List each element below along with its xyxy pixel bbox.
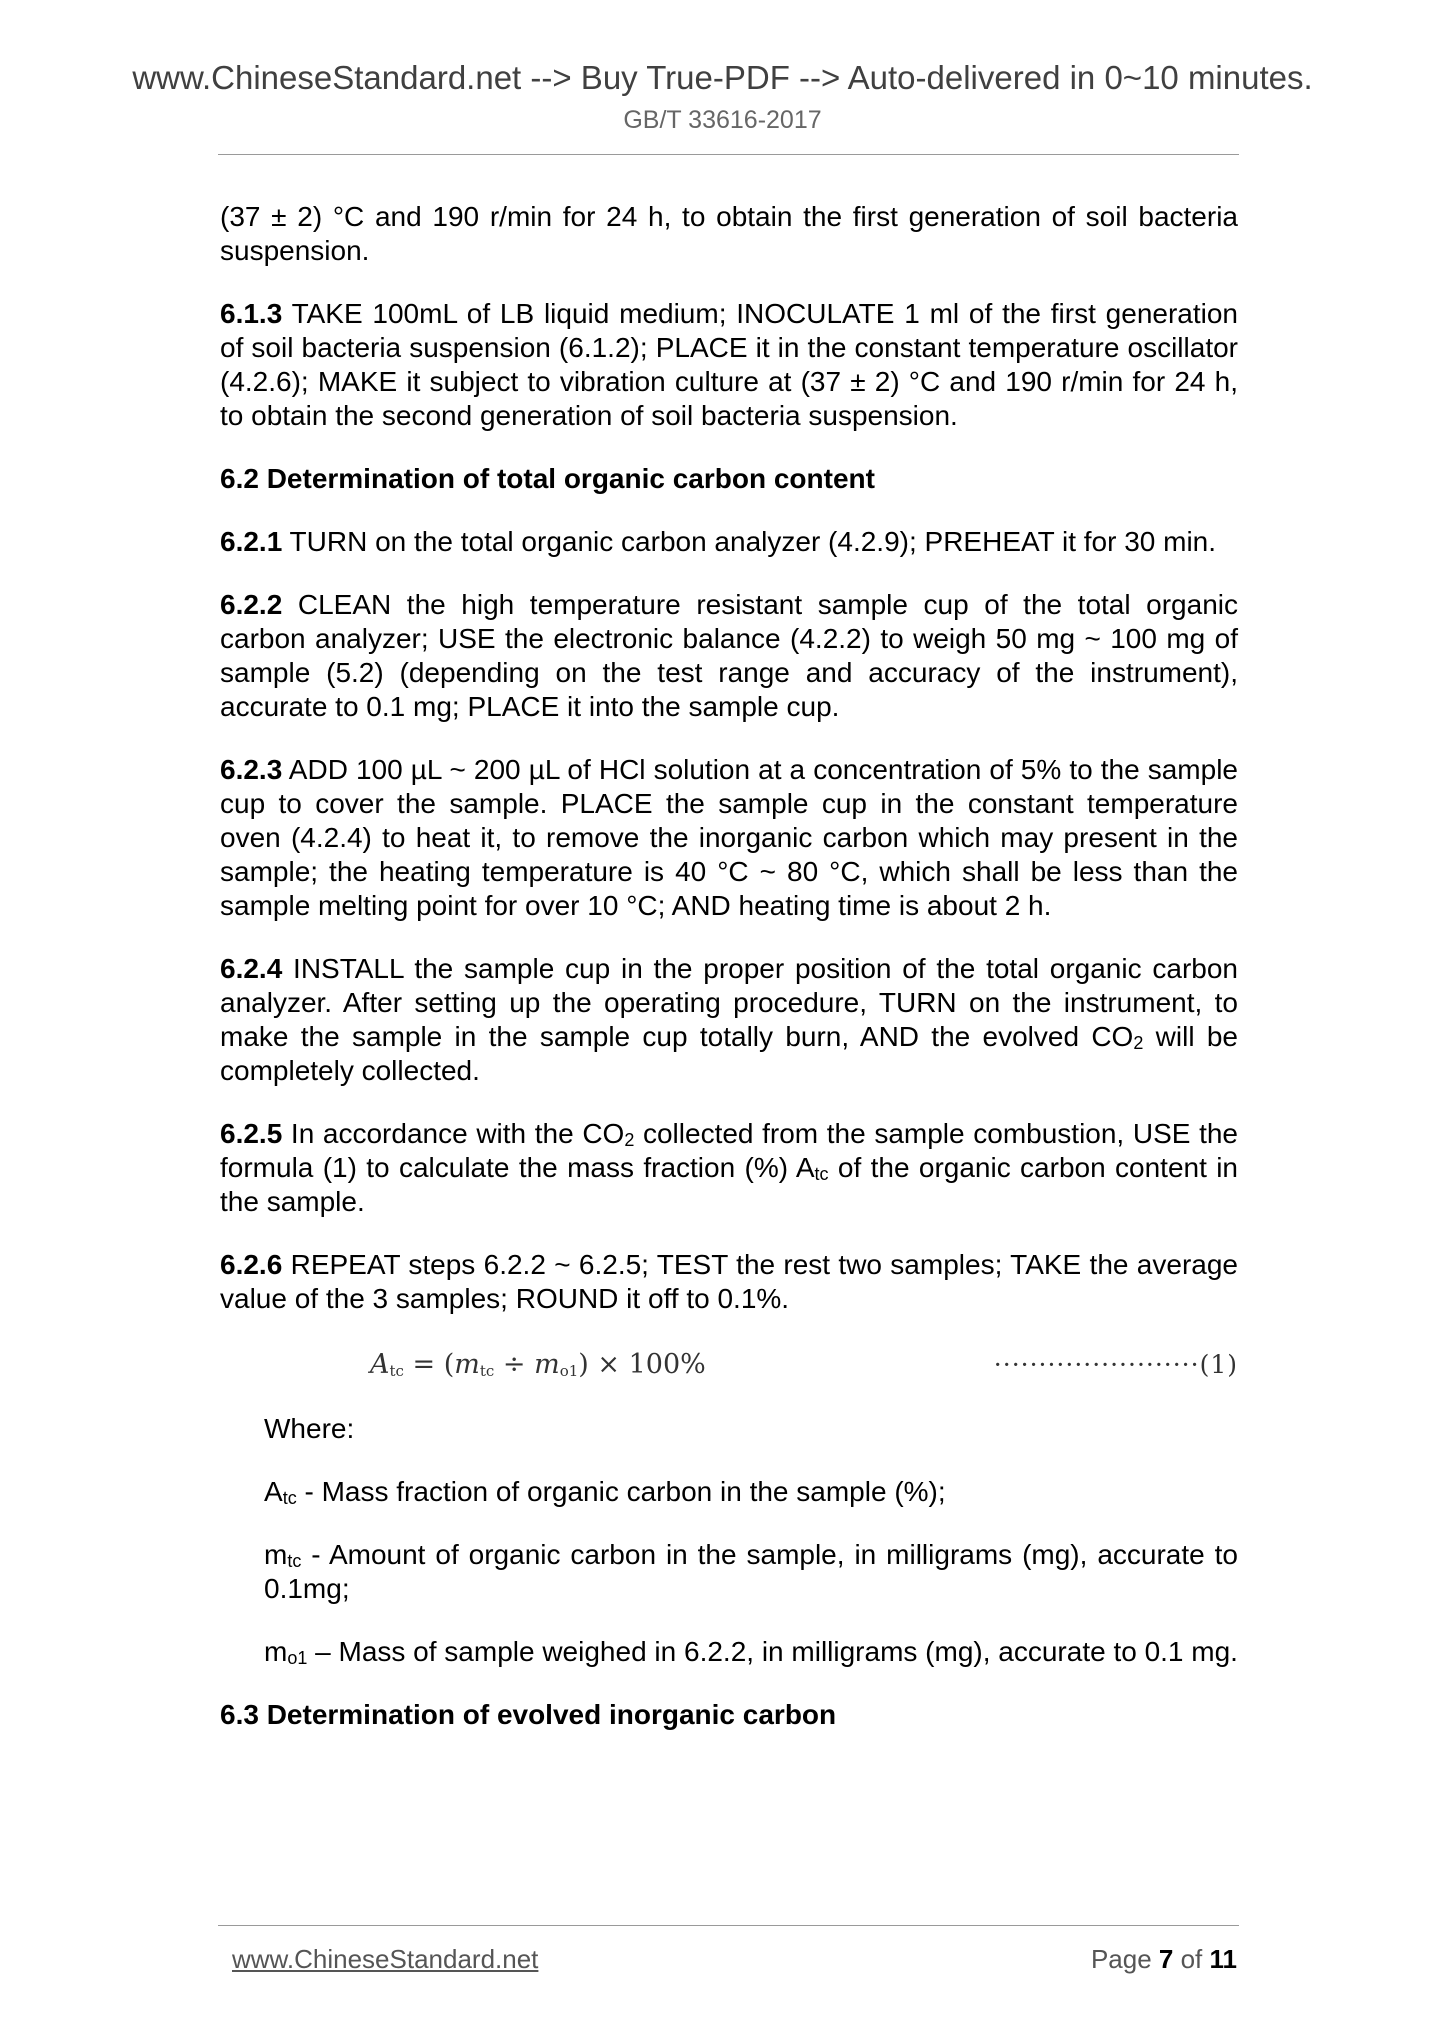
- page-label: Page: [1090, 1944, 1159, 1974]
- page-body: [220, 200, 1238, 1732]
- definition-text: – Mass of sample weighed in 6.2.2, in milligrams (mg), accurate to 0.1 mg.: [307, 1636, 1238, 1667]
- page-indicator: [1091, 1944, 1237, 1975]
- definition-text: - Mass fraction of organic carbon in the sample (%);: [296, 1476, 946, 1507]
- page-total: 11: [1209, 1944, 1237, 1974]
- formula-symbol: m: [454, 1349, 480, 1380]
- formula-operator: ) × 100%: [578, 1349, 706, 1380]
- header-divider: [218, 154, 1239, 155]
- formula-subscript: tc: [389, 1362, 404, 1380]
- paragraph-continued: (37 ± 2) °C and 190 r/min for 24 h, to obtain the first generation of soil bacteria suspension.: [220, 201, 1238, 266]
- formula-operator: ÷: [494, 1349, 535, 1380]
- section-heading-6-3: 6.3 Determination of evolved inorganic carbon: [220, 1699, 837, 1730]
- subscript: o1: [287, 1648, 308, 1668]
- footer-divider: [218, 1925, 1239, 1926]
- formula-subscript: tc: [479, 1362, 495, 1380]
- subscript: 2: [1133, 1033, 1144, 1053]
- clause-6-2-2: [220, 588, 1238, 724]
- clause-number: 6.2.5: [220, 1118, 283, 1149]
- clause-6-2-5: [220, 1117, 1238, 1219]
- clause-number: 6.2.3: [220, 754, 283, 785]
- section-heading-6-2: 6.2 Determination of total organic carbon content: [220, 463, 875, 494]
- definition-symbol: m: [264, 1539, 288, 1570]
- clause-6-2-1: [220, 525, 1238, 559]
- definition-mtc: [264, 1538, 1238, 1606]
- clause-number: 6.1.3: [220, 298, 283, 329]
- subscript: tc: [282, 1488, 297, 1508]
- page-number: 7: [1158, 1944, 1174, 1974]
- clause-text: REPEAT steps 6.2.2 ~ 6.2.5; TEST the rest two samples; TAKE the average value of the 3 samples; ROUND it off to 0.1%.: [220, 1249, 1238, 1314]
- clause-number: 6.2.2: [220, 589, 283, 620]
- definition-mo1: [264, 1635, 1238, 1669]
- clause-text: TURN on the total organic carbon analyzer (4.2.9); PREHEAT it for 30 min.: [282, 526, 1217, 557]
- clause-6-2-3: [220, 753, 1238, 923]
- formula-subscript: o1: [559, 1362, 579, 1380]
- definition-symbol: m: [264, 1636, 288, 1667]
- formula-symbol: m: [534, 1349, 560, 1380]
- clause-text: ADD 100 µL ~ 200 µL of HCl solution at a concentration of 5% to the sample cup to cover the sample. PLACE the sample cup in the constant temperature oven (4.2.4) to heat it, to remove the inorganic carbon which may present in the sample; the heating temperature is 40 °C ~ 80 °C, which shall be less than the sample melting point for over 10 °C; AND heating time is about 2 h.: [220, 754, 1238, 921]
- footer-site-link[interactable]: www.ChineseStandard.net: [232, 1944, 539, 1974]
- definition-text: - Amount of organic carbon in the sample, in milligrams (mg), accurate to 0.1mg;: [264, 1539, 1238, 1604]
- page-of-label: of: [1173, 1944, 1210, 1974]
- formula-number: ·······················(1): [993, 1350, 1238, 1379]
- clause-number: 6.2.1: [220, 526, 283, 557]
- definition-symbol: A: [264, 1476, 283, 1507]
- standard-code: GB/T 33616-2017: [623, 106, 822, 134]
- formula-operator: = (: [403, 1349, 455, 1380]
- formula-1: [220, 1340, 1238, 1390]
- clause-text: collected from the sample combustion, USE the formula (1) to calculate the mass fraction (%) A: [220, 1118, 1238, 1183]
- clause-6-1-3: [220, 297, 1238, 433]
- definition-atc: [264, 1475, 1238, 1509]
- clause-text: TAKE 100mL of LB liquid medium; INOCULATE 1 ml of the first generation of soil bacteria suspension (6.1.2); PLACE it in the constant temperature oscillator (4.2.6); MAKE it subject to vibration culture at (37 ± 2) °C and 190 r/min for 24 h, to obtain the second generation of soil bacteria suspension.: [220, 298, 1238, 431]
- subscript: tc: [814, 1164, 829, 1184]
- clause-text: INSTALL the sample cup in the proper position of the total organic carbon analyzer. After setting up the operating procedure, TURN on the instrument, to make the sample in the sample cup totally burn, AND the evolved CO: [220, 953, 1238, 1052]
- clause-text: CLEAN the high temperature resistant sample cup of the total organic carbon analyzer; USE the electronic balance (4.2.2) to weigh 50 mg ~ 100 mg of sample (5.2) (depending on the test range and accuracy of the instrument), accurate to 0.1 mg; PLACE it into the sample cup.: [220, 589, 1238, 722]
- clause-text: In accordance with the CO: [282, 1118, 625, 1149]
- clause-6-2-4: [220, 952, 1238, 1088]
- where-label: Where:: [264, 1413, 355, 1444]
- formula-symbol: A: [370, 1349, 390, 1380]
- clause-6-2-6: [220, 1248, 1238, 1316]
- formula-expression: [370, 1348, 706, 1382]
- clause-number: 6.2.4: [220, 953, 283, 984]
- clause-number: 6.2.6: [220, 1249, 283, 1280]
- header-banner[interactable]: www.ChineseStandard.net --> Buy True-PDF --> Auto-delivered in 0~10 minutes.: [132, 59, 1313, 96]
- subscript: 2: [624, 1130, 635, 1150]
- clause-text: will be completely collected.: [220, 1021, 1238, 1086]
- subscript: tc: [287, 1551, 302, 1571]
- clause-text: of the organic carbon content in the sample.: [220, 1152, 1239, 1217]
